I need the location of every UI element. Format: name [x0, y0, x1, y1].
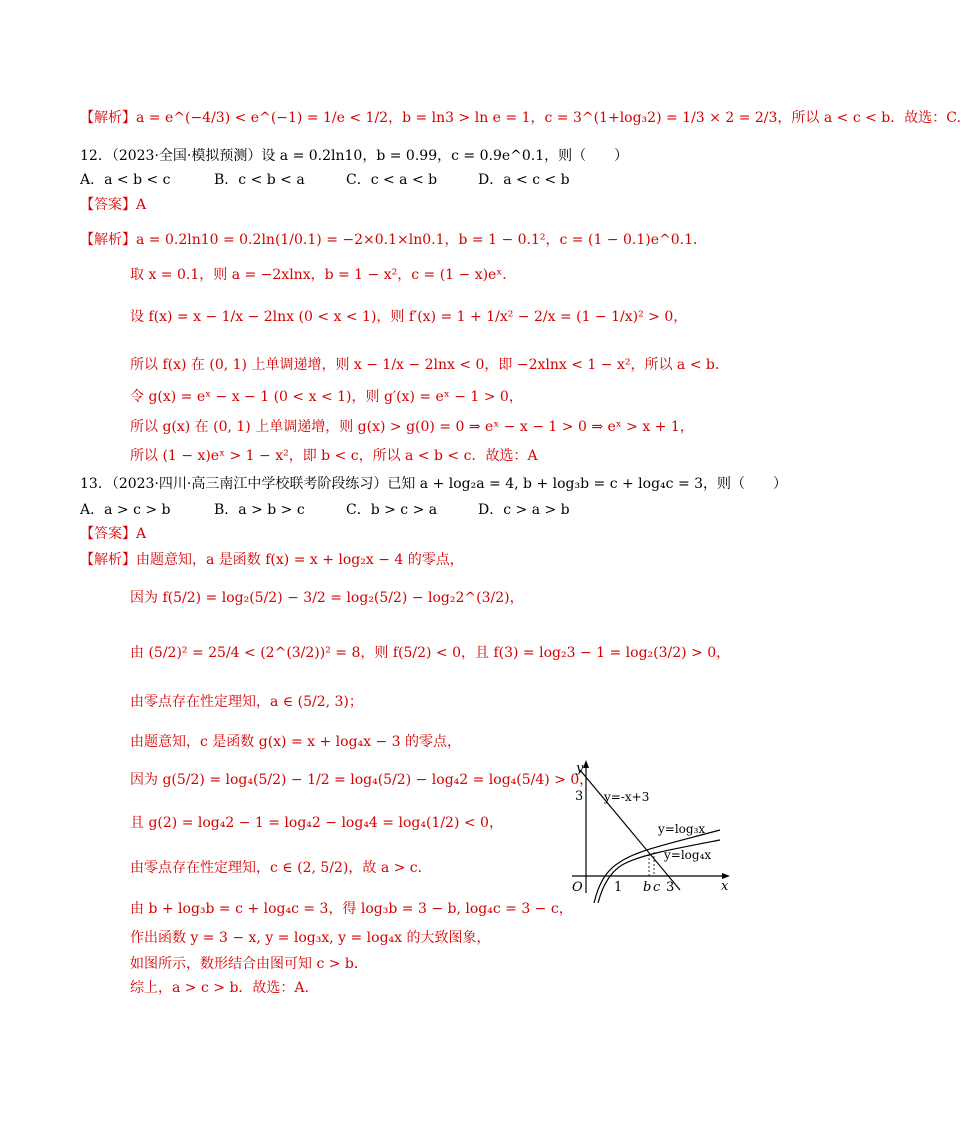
q13-step: 由 (5/2)² = 25/4 < (2^(3/2))² = 8，则 f(5/2) < 0，且 f(3) = log₂3 − 1 = log₂(3/2) > 0， — [130, 645, 731, 661]
origin-label: O — [572, 880, 583, 895]
q12-options — [80, 170, 700, 190]
log4-label: y=log₄x — [664, 848, 712, 862]
analysis-tag: 【解析】 — [80, 110, 136, 126]
q13-step: 由零点存在性定理知，a ∈ (5/2, 3)； — [130, 694, 363, 710]
q13-option-c: C．b > c > a — [346, 502, 438, 518]
q13-step: 作出函数 y = 3 − x, y = log₃x, y = log₄x 的大致图象， — [130, 930, 491, 946]
q13-step: 由题意知，c 是函数 g(x) = x + log₄x − 3 的零点， — [130, 734, 462, 750]
q12-answer-value: A — [136, 197, 147, 213]
q12-step: 所以 (1 − x)eˣ > 1 − x²，即 b < c，所以 a < b < c．故选：A — [130, 448, 538, 464]
q13-step: 如图所示，数形结合由图可知 c > b． — [130, 956, 368, 972]
tick-3x-label: 3 — [666, 880, 675, 895]
q13-options — [80, 500, 700, 520]
y-axis-label: y — [576, 761, 584, 776]
q13-option-a: A．a > c > b — [80, 502, 171, 518]
q12-option-c: C．c < a < b — [346, 172, 438, 188]
answer-tag: 【答案】 — [80, 526, 136, 542]
q13-step: 由 b + log₃b = c + log₄c = 3，得 log₃b = 3 − b, log₄c = 3 − c， — [130, 901, 573, 917]
q13-option-d: D．c > a > b — [478, 502, 570, 518]
analysis-tag: 【解析】 — [80, 232, 136, 248]
line-label: y=-x+3 — [604, 790, 650, 804]
q12-step: 所以 g(x) 在 (0, 1) 上单调递增，则 g(x) > g(0) = 0 ⇒ eˣ − x − 1 > 0 ⇒ eˣ > x + 1， — [130, 419, 694, 435]
tick-3y-label: 3 — [575, 789, 584, 804]
q13-step: 由零点存在性定理知，c ∈ (2, 5/2)，故 a > c． — [130, 860, 432, 876]
q13-stem: 13．（2023·四川·高三南江中学校联考阶段练习）已知 a + log₂a = 4, b + log₃b = c + log₄c = 3，则（ ） — [80, 476, 788, 492]
q12-step: 令 g(x) = eˣ − x − 1 (0 < x < 1)，则 g′(x) = eˣ − 1 > 0， — [130, 389, 523, 405]
log3-label: y=log₃x — [658, 822, 706, 836]
c-label: c — [653, 880, 661, 895]
q13-answer-value: A — [136, 526, 147, 542]
y-axis-arrow-icon — [583, 760, 589, 768]
q13-option-b: B．a > b > c — [214, 502, 305, 518]
b-label: b — [643, 880, 652, 895]
q12-option-a: A．a < b < c — [80, 172, 171, 188]
q12-analysis-line-1 — [80, 230, 707, 250]
q13-step: 因为 g(5/2) = log₄(5/2) − 1/2 = log₄(5/2) − log₄2 = log₄(5/4) > 0， — [130, 772, 594, 788]
answer-tag: 【答案】 — [80, 197, 136, 213]
q13-step: 且 g(2) = log₄2 − 1 = log₄2 − log₄4 = log₄(1/2) < 0， — [130, 815, 503, 831]
tick-1-label: 1 — [614, 880, 623, 895]
q13-answer — [80, 524, 146, 544]
q12-option-b: B．c < b < a — [214, 172, 305, 188]
function-graph — [558, 758, 738, 908]
q13-step: 综上，a > c > b．故选：A. — [130, 980, 309, 996]
q13-analysis-line-1 — [80, 550, 464, 570]
q12-option-d: D．a < c < b — [478, 172, 570, 188]
q12-step: a = 0.2ln10 = 0.2ln(1/0.1) = −2×0.1×ln0.1，b = 1 − 0.1²，c = (1 − 0.1)e^0.1． — [136, 232, 707, 248]
analysis-tag: 【解析】 — [80, 552, 136, 568]
q13-step: 因为 f(5/2) = log₂(5/2) − 3/2 = log₂(5/2) − log₂2^(3/2)， — [130, 590, 524, 606]
q12-step: 取 x = 0.1，则 a = −2xlnx，b = 1 − x²，c = (1 − x)eˣ． — [130, 267, 517, 283]
q12-answer — [80, 195, 146, 215]
q11-analysis — [80, 108, 961, 128]
q12-step: 所以 f(x) 在 (0, 1) 上单调递增，则 x − 1/x − 2lnx < 0，即 −2xlnx < 1 − x²，所以 a < b． — [130, 357, 729, 373]
q13-step: 由题意知，a 是函数 f(x) = x + log₂x − 4 的零点， — [136, 552, 464, 568]
q11-analysis-text: a = e^(−4/3) < e^(−1) = 1/e < 1/2，b = ln3 > ln e = 1，c = 3^(1+log₃2) = 1/3 × 2 = 2/3，所以 a < c < b．故选：C. — [136, 110, 961, 126]
x-axis-label: x — [721, 879, 729, 894]
q12-stem: 12．（2023·全国·模拟预测）设 a = 0.2ln10，b = 0.99，c = 0.9e^0.1，则（ ） — [80, 148, 629, 164]
q12-step: 设 f(x) = x − 1/x − 2lnx (0 < x < 1)，则 f′(x) = 1 + 1/x² − 2/x = (1 − 1/x)² > 0， — [130, 309, 688, 325]
